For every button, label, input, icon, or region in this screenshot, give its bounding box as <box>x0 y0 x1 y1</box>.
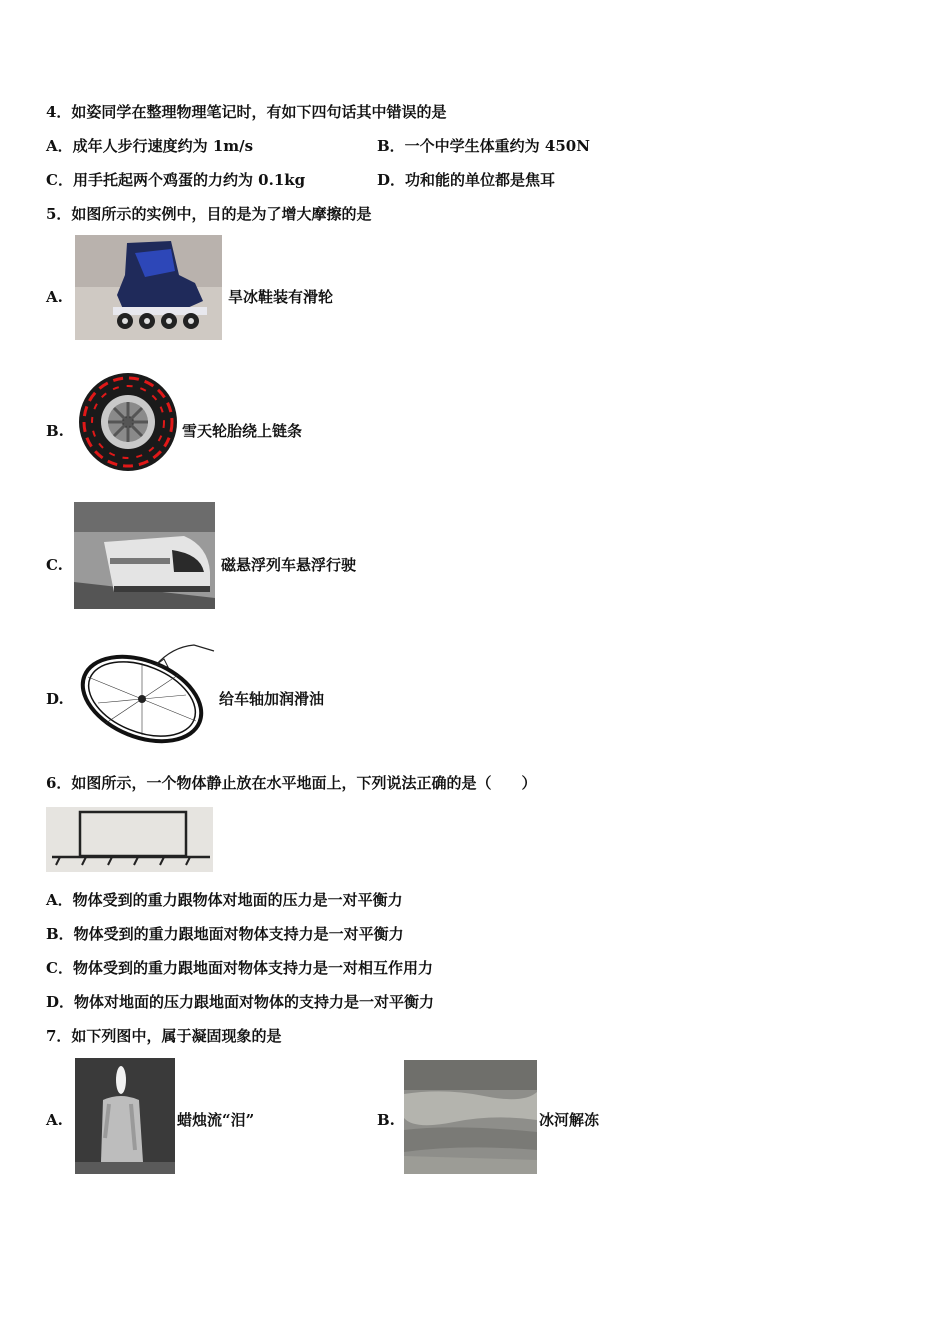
q5-option-c-text: 磁悬浮列车悬浮行驶 <box>221 556 357 574</box>
maglev-train-image <box>74 502 215 609</box>
q4-option-a: A．成年人步行速度约为 1m/s <box>46 137 254 155</box>
bicycle-wheel-image <box>76 637 216 745</box>
q7-option-b-letter: B. <box>377 1111 395 1129</box>
q6-option-d: D．物体对地面的压力跟地面对物体的支持力是一对平衡力 <box>46 993 435 1011</box>
q5-option-b-letter: B. <box>46 422 64 440</box>
q6-stem: 6．如图所示，一个物体静止放在水平地面上，下列说法正确的是（ ） <box>46 774 537 792</box>
q4-stem: 4．如姿同学在整理物理笔记时，有如下四句话其中错误的是 <box>46 103 447 121</box>
q7-stem: 7．如下列图中，属于凝固现象的是 <box>46 1027 282 1045</box>
q6-option-b: B．物体受到的重力跟地面对物体支持力是一对平衡力 <box>46 925 404 943</box>
q5-option-d-text: 给车轴加润滑油 <box>219 690 325 708</box>
q5-option-c-letter: C. <box>46 556 63 574</box>
q5-option-a-text: 旱冰鞋装有滑轮 <box>228 288 334 306</box>
q5-option-b-text: 雪天轮胎绕上链条 <box>182 422 303 440</box>
q4-option-c: C．用手托起两个鸡蛋的力约为 0.1kg <box>46 171 306 189</box>
q7-option-a-letter: A. <box>46 1111 63 1129</box>
q4-option-b: B．一个中学生体重约为 450N <box>377 137 590 155</box>
block-on-ground-diagram <box>46 807 213 872</box>
q7-option-a-text: 蜡烛流“泪” <box>177 1111 255 1129</box>
roller-skate-image <box>75 235 222 340</box>
q7-option-b-text: 冰河解冻 <box>539 1111 600 1129</box>
q4-option-d: D．功和能的单位都是焦耳 <box>377 171 556 189</box>
candle-image <box>75 1058 175 1174</box>
q6-option-c: C．物体受到的重力跟地面对物体支持力是一对相互作用力 <box>46 959 433 977</box>
q5-option-d-letter: D. <box>46 690 64 708</box>
snow-chain-tire-image <box>76 370 180 474</box>
q6-option-a: A．物体受到的重力跟物体对地面的压力是一对平衡力 <box>46 891 403 909</box>
frozen-river-image <box>404 1060 537 1174</box>
q5-option-a-letter: A. <box>46 288 63 306</box>
q5-stem: 5．如图所示的实例中，目的是为了增大摩擦的是 <box>46 205 372 223</box>
